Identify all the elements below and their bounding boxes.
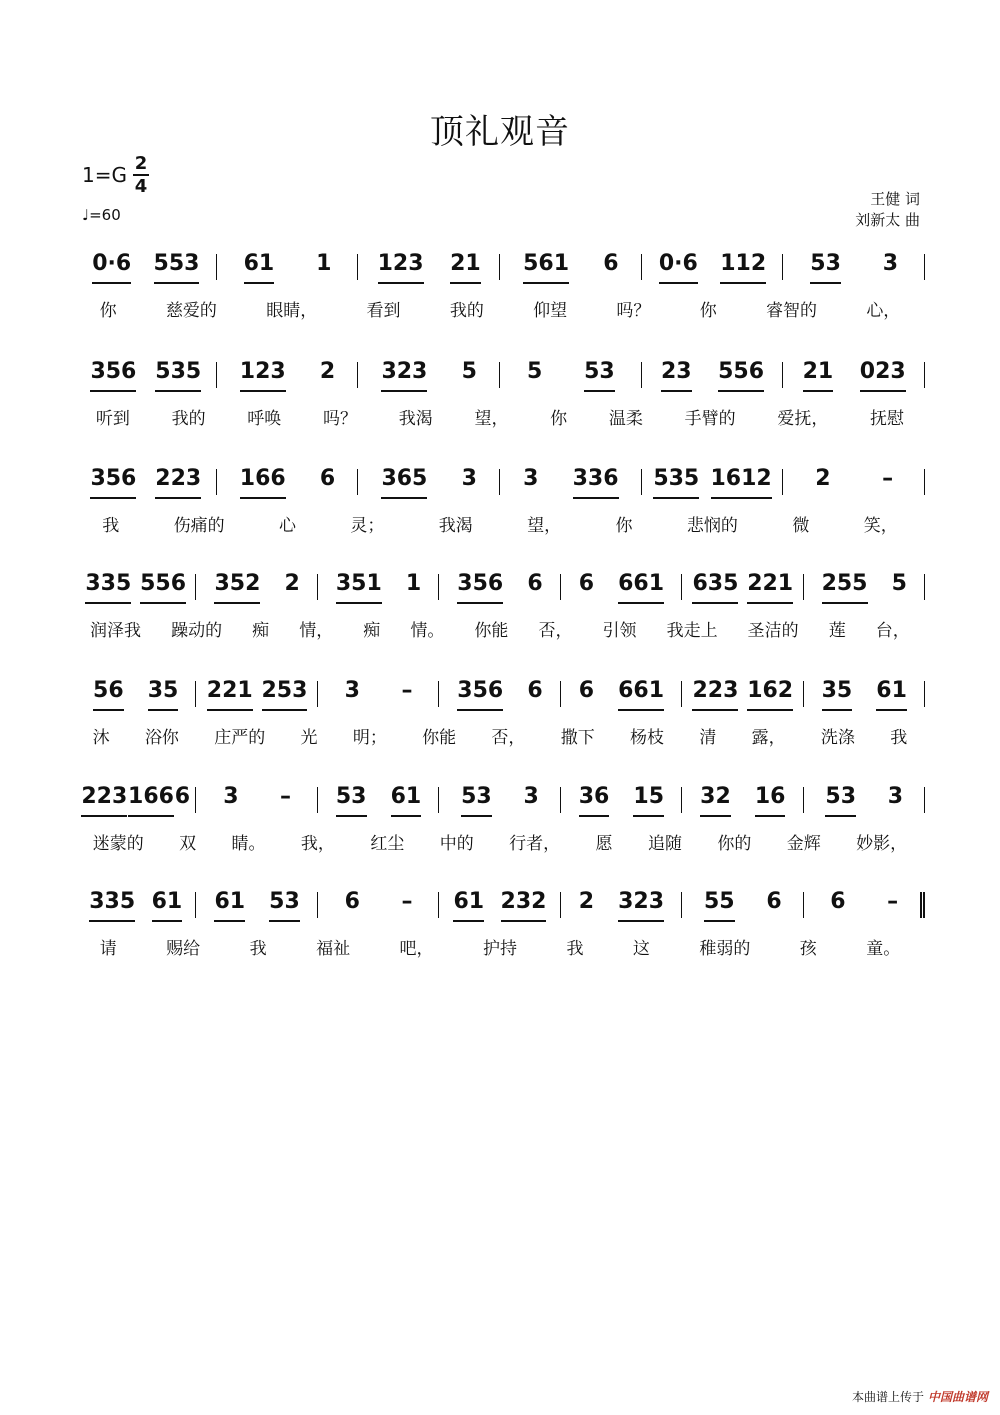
note-group: 61 bbox=[214, 888, 245, 922]
measure bbox=[561, 888, 682, 928]
measure bbox=[196, 888, 317, 928]
note-group: 23 bbox=[661, 358, 692, 392]
lyric-word: 心， bbox=[866, 301, 901, 321]
lyric-word: 中的 bbox=[439, 834, 474, 854]
measure bbox=[439, 677, 560, 717]
note-group: 1 bbox=[405, 571, 422, 596]
lyric-word: 呼唤 bbox=[247, 409, 282, 429]
measure bbox=[318, 783, 439, 823]
measure bbox=[196, 783, 317, 823]
note-group: 635 bbox=[692, 570, 738, 604]
footer-text: 本曲谱上传于 bbox=[851, 1390, 924, 1404]
lyric-word: 引领 bbox=[602, 621, 637, 641]
note-group: 1 bbox=[316, 251, 332, 276]
lyric-word: 情， bbox=[299, 621, 334, 641]
note-group: 3 bbox=[223, 784, 239, 809]
lyric-word: 仰望 bbox=[533, 301, 568, 321]
lyric-word: 我， bbox=[300, 834, 335, 854]
note-group: 335 bbox=[89, 888, 135, 922]
lyric-word: 吗？ bbox=[323, 409, 358, 429]
note-group: 6 bbox=[527, 678, 543, 703]
measure-row bbox=[75, 465, 925, 505]
measure bbox=[439, 888, 560, 928]
note-group: 1612 bbox=[711, 465, 772, 499]
measure-row bbox=[75, 677, 925, 717]
note-group: 223 bbox=[692, 677, 738, 711]
lyrics-row bbox=[75, 934, 925, 964]
measure-row bbox=[75, 783, 925, 823]
measure bbox=[500, 250, 642, 290]
lyric-word: 你能 bbox=[474, 621, 509, 641]
note-group: 351 bbox=[336, 570, 382, 604]
lyric-word: 吗？ bbox=[616, 301, 651, 321]
note-group: 561 bbox=[523, 250, 569, 284]
note-group: 162 bbox=[747, 677, 793, 711]
note-group: 335 bbox=[85, 570, 131, 604]
lyric-word: 你能 bbox=[422, 728, 457, 748]
lyric-word: 我 bbox=[566, 939, 584, 959]
measure-row bbox=[75, 570, 925, 610]
lyric-word: 悲悯的 bbox=[686, 516, 738, 536]
measure bbox=[783, 465, 925, 505]
note-group: 232 bbox=[501, 888, 547, 922]
measure bbox=[682, 888, 803, 928]
lyric-word: 手臂的 bbox=[684, 409, 736, 429]
note-group: 35 bbox=[148, 677, 179, 711]
measure bbox=[561, 570, 682, 610]
lyrics-row bbox=[75, 723, 925, 753]
measure bbox=[318, 888, 439, 928]
note-group: 223 bbox=[81, 783, 127, 817]
lyric-word: 望， bbox=[474, 409, 509, 429]
lyrics-row bbox=[75, 829, 925, 859]
measure-row bbox=[75, 888, 925, 928]
lyric-word: 我 bbox=[890, 728, 908, 748]
lyric-word: 我走上 bbox=[666, 621, 718, 641]
note-group: 221 bbox=[207, 677, 253, 711]
note-group: 53 bbox=[336, 783, 367, 817]
lyric-word: 你 bbox=[699, 301, 717, 321]
measure bbox=[358, 250, 500, 290]
note-group: 36 bbox=[579, 783, 610, 817]
measure bbox=[682, 677, 803, 717]
lyric-word: 我渴 bbox=[438, 516, 473, 536]
note-group: 2 bbox=[284, 571, 300, 596]
tempo-value: =60 bbox=[89, 206, 121, 224]
note-group: 32 bbox=[700, 783, 731, 817]
lyric-word: 洗涤 bbox=[820, 728, 855, 748]
lyric-word: 心 bbox=[278, 516, 296, 536]
lyric-word: 庄严的 bbox=[214, 728, 266, 748]
lyric-word: 圣洁的 bbox=[747, 621, 799, 641]
lyric-word: 痴 bbox=[252, 621, 270, 641]
measure-row bbox=[75, 358, 925, 398]
score-line bbox=[75, 465, 925, 555]
note-group: 15 bbox=[633, 783, 664, 817]
measure bbox=[217, 250, 359, 290]
time-signature bbox=[133, 154, 149, 196]
lyric-word: 孩 bbox=[799, 939, 817, 959]
lyric-word: 这 bbox=[632, 939, 650, 959]
note-group: 3 bbox=[461, 466, 477, 491]
lyric-word: 赐给 bbox=[166, 939, 201, 959]
measure bbox=[358, 465, 500, 505]
note-group: 61 bbox=[391, 783, 422, 817]
note-group: – bbox=[882, 466, 894, 491]
note-group: 356 bbox=[457, 570, 503, 604]
lyric-word: 我 bbox=[102, 516, 120, 536]
lyric-word: 看到 bbox=[366, 301, 401, 321]
measure bbox=[196, 570, 317, 610]
lyric-word: 我的 bbox=[171, 409, 206, 429]
time-signature-bottom: 4 bbox=[134, 176, 148, 197]
note-group: 356 bbox=[90, 465, 136, 499]
lyric-word: 浴你 bbox=[144, 728, 179, 748]
quarter-note-icon: ♩ bbox=[82, 206, 90, 224]
note-group: 21 bbox=[450, 250, 481, 284]
measure bbox=[642, 250, 784, 290]
site-logo: 中国曲谱网 bbox=[927, 1390, 988, 1404]
lyric-word: 行者， bbox=[509, 834, 561, 854]
note-group: 253 bbox=[262, 677, 308, 711]
lyric-word: 护持 bbox=[482, 939, 517, 959]
lyric-word: 我的 bbox=[449, 301, 484, 321]
lyric-word: 红尘 bbox=[370, 834, 405, 854]
lyric-word: 否， bbox=[491, 728, 526, 748]
lyric-word: 童。 bbox=[866, 939, 901, 959]
lyric-word: 我渴 bbox=[398, 409, 433, 429]
lyric-word: 伤痛的 bbox=[173, 516, 225, 536]
note-group: 6 bbox=[319, 466, 336, 491]
tempo-marking bbox=[82, 206, 121, 224]
note-group: 6 bbox=[603, 251, 619, 276]
note-group: 553 bbox=[154, 250, 200, 284]
time-signature-top: 2 bbox=[134, 153, 148, 174]
composer-credit: 刘新太 曲 bbox=[855, 211, 920, 229]
note-group: 255 bbox=[822, 570, 868, 604]
note-group: 0·6 bbox=[659, 250, 698, 284]
measure bbox=[642, 465, 784, 505]
lyric-word: 迷蒙的 bbox=[92, 834, 144, 854]
lyric-word: 你 bbox=[615, 516, 633, 536]
note-group: 61 bbox=[876, 677, 907, 711]
note-group: 3 bbox=[882, 251, 899, 276]
note-group: 6 bbox=[766, 889, 782, 914]
note-group: 5 bbox=[526, 359, 543, 384]
note-group: 6 bbox=[527, 571, 543, 596]
note-group: 16 bbox=[755, 783, 786, 817]
lyric-word: 望， bbox=[527, 516, 562, 536]
note-group: 6 bbox=[578, 678, 595, 703]
lyric-word: 眼睛， bbox=[266, 301, 318, 321]
lyric-word: 请 bbox=[99, 939, 117, 959]
note-group: 2 bbox=[319, 359, 336, 384]
lyric-word: 稚弱的 bbox=[699, 939, 751, 959]
lyric-word: 露， bbox=[751, 728, 786, 748]
note-group: 35 bbox=[822, 677, 853, 711]
measure bbox=[804, 888, 925, 928]
lyric-word: 吧， bbox=[399, 939, 434, 959]
lyric-word: 光 bbox=[300, 728, 318, 748]
lyric-word: 你 bbox=[99, 301, 117, 321]
lyrics-row bbox=[75, 296, 925, 326]
note-group: 56 bbox=[93, 677, 124, 711]
note-group: 53 bbox=[810, 250, 841, 284]
note-group: 6 bbox=[174, 784, 191, 809]
measure-row bbox=[75, 250, 925, 290]
measure bbox=[642, 358, 784, 398]
lyric-word: 福祉 bbox=[316, 939, 351, 959]
note-group: 3 bbox=[887, 784, 904, 809]
lyric-word: 慈爱的 bbox=[165, 301, 217, 321]
measure bbox=[561, 677, 682, 717]
lyric-word: 愿 bbox=[595, 834, 613, 854]
note-group: 61 bbox=[244, 250, 275, 284]
score-line bbox=[75, 570, 925, 660]
footer bbox=[852, 1388, 988, 1405]
lyric-word: 痴 bbox=[363, 621, 381, 641]
lyric-word: 杨枝 bbox=[630, 728, 665, 748]
lyric-word: 睿智的 bbox=[766, 301, 818, 321]
note-group: 556 bbox=[718, 358, 764, 392]
measure bbox=[804, 570, 925, 610]
note-group: 166 bbox=[240, 465, 286, 499]
measure bbox=[804, 783, 925, 823]
note-group: 5 bbox=[461, 359, 477, 384]
note-group: 356 bbox=[457, 677, 503, 711]
note-group: 336 bbox=[573, 465, 619, 499]
lyric-word: 妙影， bbox=[856, 834, 908, 854]
lyric-word: 金辉 bbox=[786, 834, 821, 854]
lyric-word: 追随 bbox=[647, 834, 682, 854]
lyrics-row bbox=[75, 404, 925, 434]
note-group: 3 bbox=[523, 466, 539, 491]
note-group: 123 bbox=[378, 250, 424, 284]
measure bbox=[75, 888, 196, 928]
score-line bbox=[75, 677, 925, 767]
lyric-word: 灵； bbox=[350, 516, 385, 536]
note-group: 53 bbox=[461, 783, 492, 817]
lyric-word: 明； bbox=[352, 728, 387, 748]
note-group: 5 bbox=[891, 571, 907, 596]
note-group: 0·6 bbox=[92, 250, 131, 284]
score-line bbox=[75, 783, 925, 873]
measure bbox=[439, 783, 560, 823]
lyric-word: 沐 bbox=[92, 728, 110, 748]
measure bbox=[804, 677, 925, 717]
note-group: 61 bbox=[152, 888, 183, 922]
key-signature: 1=G bbox=[82, 163, 127, 187]
lyric-word: 爱抚， bbox=[777, 409, 829, 429]
measure bbox=[783, 250, 925, 290]
note-group: 023 bbox=[860, 358, 906, 392]
note-group: 221 bbox=[747, 570, 793, 604]
lyric-word: 睛。 bbox=[231, 834, 266, 854]
lyric-word: 你 bbox=[550, 409, 568, 429]
measure bbox=[75, 358, 217, 398]
lyric-word: 否， bbox=[538, 621, 573, 641]
note-group: 223 bbox=[155, 465, 201, 499]
note-group: 323 bbox=[618, 888, 664, 922]
note-group: 3 bbox=[523, 784, 539, 809]
lyric-word: 你的 bbox=[717, 834, 752, 854]
note-group: 661 bbox=[618, 677, 664, 711]
lyricist-credit: 王健 词 bbox=[870, 190, 920, 208]
note-group: – bbox=[401, 889, 413, 914]
note-group: 53 bbox=[825, 783, 856, 817]
measure bbox=[318, 677, 439, 717]
measure bbox=[439, 570, 560, 610]
lyric-word: 温柔 bbox=[608, 409, 643, 429]
note-group: 535 bbox=[653, 465, 699, 499]
note-group: 356 bbox=[90, 358, 136, 392]
lyric-word: 莲 bbox=[828, 621, 846, 641]
note-group: 61 bbox=[453, 888, 484, 922]
measure bbox=[500, 358, 642, 398]
note-group: 365 bbox=[381, 465, 427, 499]
note-group: 2 bbox=[578, 889, 595, 914]
measure bbox=[217, 358, 359, 398]
lyric-word: 抚慰 bbox=[870, 409, 905, 429]
lyrics-row bbox=[75, 616, 925, 646]
lyric-word: 我 bbox=[249, 939, 267, 959]
note-group: 53 bbox=[269, 888, 300, 922]
note-group: 55 bbox=[704, 888, 735, 922]
note-group: 6 bbox=[344, 889, 360, 914]
measure bbox=[682, 783, 803, 823]
measure bbox=[783, 358, 925, 398]
measure bbox=[75, 570, 196, 610]
measure bbox=[682, 570, 803, 610]
lyric-word: 笑， bbox=[863, 516, 898, 536]
note-group: 2 bbox=[815, 466, 831, 491]
measure bbox=[196, 677, 317, 717]
measure bbox=[318, 570, 439, 610]
lyric-word: 台， bbox=[875, 621, 910, 641]
measure bbox=[75, 677, 196, 717]
lyric-word: 撒下 bbox=[560, 728, 595, 748]
note-group: 21 bbox=[803, 358, 834, 392]
score-line bbox=[75, 250, 925, 340]
note-group: 112 bbox=[720, 250, 766, 284]
measure bbox=[217, 465, 359, 505]
note-group: 3 bbox=[344, 678, 360, 703]
lyric-word: 双 bbox=[179, 834, 197, 854]
measure bbox=[75, 783, 196, 823]
note-group: 535 bbox=[155, 358, 201, 392]
measure bbox=[358, 358, 500, 398]
note-group: 6 bbox=[830, 889, 846, 914]
note-group: 6 bbox=[578, 571, 595, 596]
note-group: 166 bbox=[128, 783, 174, 817]
score-line bbox=[75, 358, 925, 448]
score-line bbox=[75, 888, 925, 978]
note-group: – bbox=[887, 889, 899, 914]
lyric-word: 听到 bbox=[95, 409, 130, 429]
note-group: 352 bbox=[214, 570, 260, 604]
lyric-word: 润泽我 bbox=[90, 621, 142, 641]
note-group: – bbox=[280, 784, 292, 809]
note-group: 53 bbox=[584, 358, 615, 392]
measure bbox=[561, 783, 682, 823]
lyrics-row bbox=[75, 511, 925, 541]
note-group: – bbox=[401, 678, 413, 703]
note-group: 556 bbox=[140, 570, 186, 604]
lyric-word: 微 bbox=[792, 516, 810, 536]
lyric-word: 清 bbox=[699, 728, 717, 748]
lyric-word: 躁动的 bbox=[171, 621, 223, 641]
measure bbox=[75, 250, 217, 290]
measure bbox=[75, 465, 217, 505]
lyric-word: 情。 bbox=[410, 621, 445, 641]
note-group: 323 bbox=[381, 358, 427, 392]
note-group: 661 bbox=[618, 570, 664, 604]
page-title: 顶礼观音 bbox=[430, 112, 570, 152]
note-group: 123 bbox=[240, 358, 286, 392]
measure bbox=[500, 465, 642, 505]
